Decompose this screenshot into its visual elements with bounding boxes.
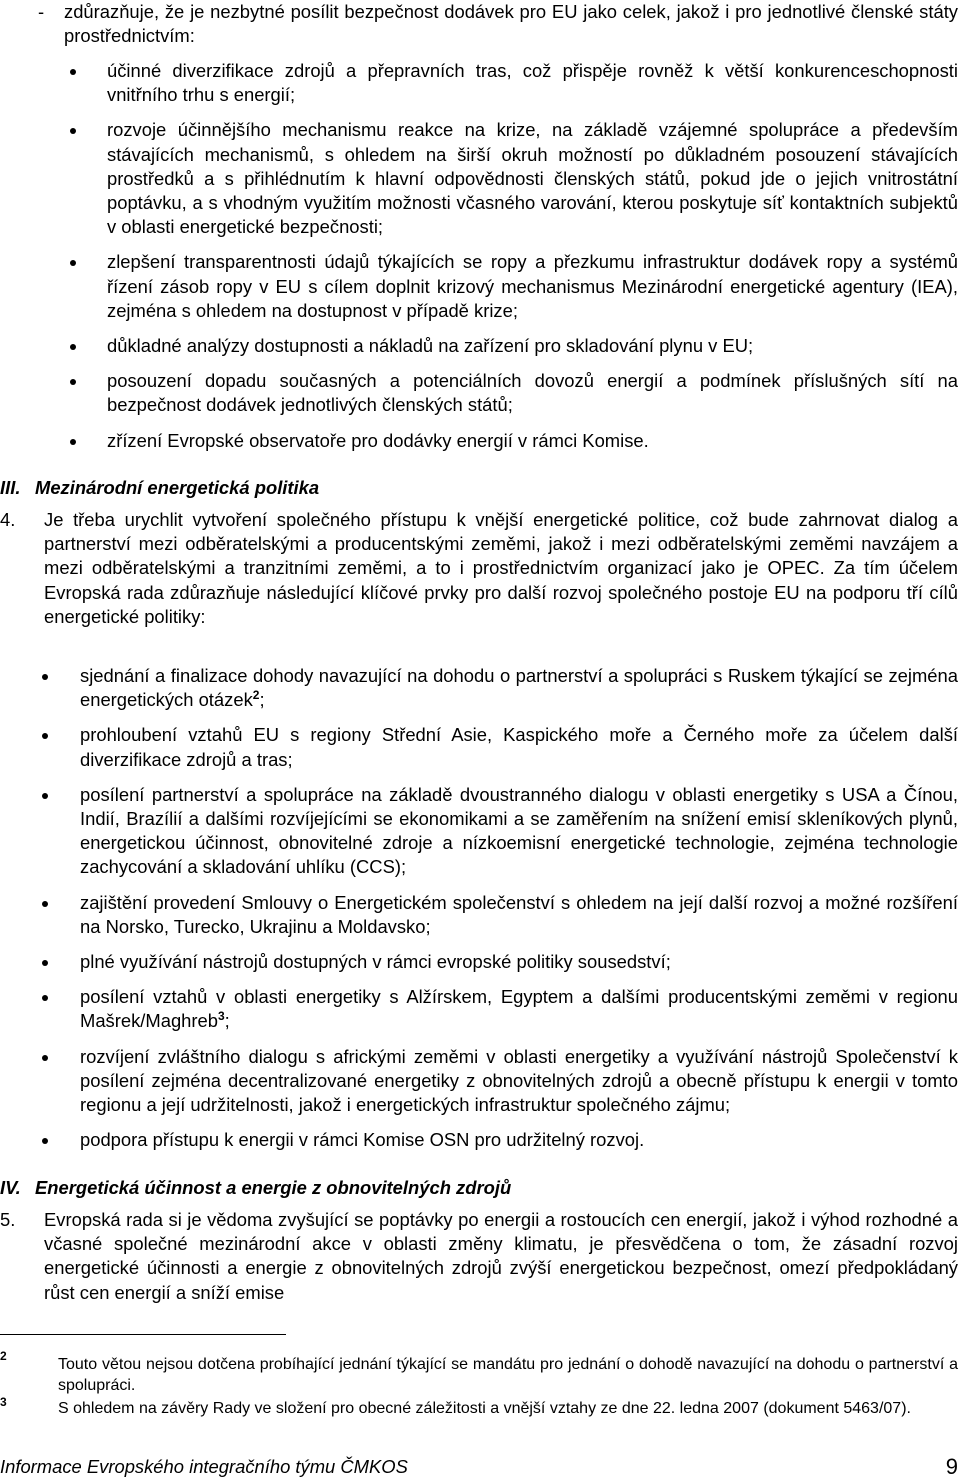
paragraph-number: 5. (0, 1209, 16, 1230)
list-item: důkladné analýzy dostupnosti a nákladů na zařízení pro skladování plynu v EU; (0, 334, 958, 358)
footnote-number: 3 (0, 1395, 7, 1409)
section-number: IV. (0, 1177, 21, 1198)
list-item: plné využívání nástrojů dostupných v rámci evropské politiky sousedství; (0, 950, 958, 974)
footnote-text: S ohledem na závěry Rady ve složení pro obecné záležitosti a vnější vztahy ze dne 22. ledna 2007 (dokument 5463/07). (58, 1400, 911, 1417)
security-measures-list (0, 59, 958, 464)
list-item: posílení vztahů v oblasti energetiky s Alžírskem, Egyptem a dalšími producentskými zeměmi v regionu Mašrek/Maghreb$^3$; (0, 985, 958, 1033)
list-item: zřízení Evropské observatoře pro dodávky energií v rámci Komise. (0, 429, 958, 453)
section-heading-iii (0, 476, 319, 500)
paragraph-4 (0, 508, 958, 629)
list-item: sjednání a finalizace dohody navazující na dohodu o partnerství a spolupráci s Ruskem týkající se zejména energetických otázek$^2$; (0, 664, 958, 712)
footnote-2 (0, 1349, 958, 1396)
external-policy-list (0, 664, 958, 1163)
list-item: rozvoje účinnějšího mechanismu reakce na krize, na základě vzájemné spolupráce a především stávajících mechanismů, s ohledem na širší okruh možností po důkladném posouzení stávajících prostředků a s přihlédnutím k hlavní odpovědnosti členských států, pokud jde o jejich vnitrostátní poptávku, a s vhodným využitím možnosti včasného varování, kterou poskytuje síť kontaktních subjektů v oblasti energetické bezpečnosti; (0, 118, 958, 239)
section-heading-iv (0, 1176, 511, 1200)
dash-marker: - (38, 1, 45, 22)
page-number: 9 (945, 1454, 958, 1479)
paragraph-5 (0, 1208, 958, 1305)
list-item: účinné diverzifikace zdrojů a přepravních tras, což přispěje rovněž k větší konkurenceschopnosti vnitřního trhu s energií; (0, 59, 958, 107)
section-title: Mezinárodní energetická politika (35, 477, 320, 498)
footnote-text: Touto větou nejsou dotčena probíhající jednání týkající se mandátu pro jednání o dohodě navazující na dohodu o partnerství a spolupráci. (58, 1356, 958, 1394)
footnote-separator (0, 1334, 286, 1335)
list-item: rozvíjení zvláštního dialogu s africkými zeměmi v oblasti energetiky a využívání nástrojů Společenství k posílení zejména decentralizované energetiky z obnovitelných zdrojů a obecně přístupu k energii v tomto regionu a její udržitelnosti, jakož i energetických infrastruktur společného zájmu; (0, 1045, 958, 1118)
list-item: zlepšení transparentnosti údajů týkajících se ropy a přezkumu infrastruktur dodávek ropy a systémů řízení zásob ropy v EU s cílem doplnit krizový mechanismus Mezinárodní energetické agentury (IEA), zejména s ohledem na dostupnost v případě krize; (0, 250, 958, 323)
footnote-number: 2 (0, 1349, 7, 1363)
section-title: Energetická účinnost a energie z obnovitelných zdrojů (35, 1177, 512, 1198)
list-item: podpora přístupu k energii v rámci Komise OSN pro udržitelný rozvoj. (0, 1128, 958, 1152)
intro-item (0, 0, 958, 48)
list-item: zajištění provedení Smlouvy o Energetickém společenství s ohledem na její další rozvoj a možné rozšíření na Norsko, Turecko, Ukrajinu a Moldavsko; (0, 891, 958, 939)
footer-text: Informace Evropského integračního týmu ČMKOS (0, 1456, 408, 1477)
footnote-ref-2[interactable]: 2 (252, 688, 260, 703)
list-item: posílení partnerství a spolupráce na základě dvoustranného dialogu v oblasti energetiky s USA a Čínou, Indií, Brazílií a dalšími rozvíjejícími se ekonomikami a se zaměřením na snížení emisí skleníkových plynů, energetickou účinnost, obnovitelné zdroje a nízkoemisní energetické technologie, zejména technologie zachycování a skladování uhlíku (CCS); (0, 783, 958, 880)
list-item: prohloubení vztahů EU s regiony Střední Asie, Kaspického moře a Černého moře za účelem další diverzifikace zdrojů a tras; (0, 723, 958, 771)
section-number: III. (0, 477, 21, 498)
footnote-3 (0, 1395, 958, 1419)
paragraph-text: Je třeba urychlit vytvoření společného přístupu k vnější energetické politice, což bude zahrnovat dialog a partnerství mezi odběratelskými a producentskými zeměmi, jakož i mezi odběratelskými zeměmi navzájem a mezi odběratelskými a tranzitními zeměmi, a to i prostřednictvím organizací jako je OPEC. Za tím účelem Evropská rada zdůrazňuje následující klíčové prvky pro další rozvoj společného postoje EU na podporu tří cílů energetické politiky: (44, 509, 958, 627)
paragraph-text: Evropská rada si je vědoma zvyšující se poptávky po energii a rostoucích cen energií, jakož i výhod rozhodné a včasné společné mezinárodní akce v oblasti změny klimatu, je přesvědčena o tom, že zásadní rozvoj energetické účinnosti a energie z obnovitelných zdrojů zvýší energetickou bezpečnost, omezí předpokládaný růst cen energií a sníží emise (44, 1209, 958, 1303)
paragraph-number: 4. (0, 509, 16, 530)
list-item: posouzení dopadu současných a potenciálních dovozů energií a podmínek příslušných sítí na bezpečnost dodávek jednotlivých členských států; (0, 369, 958, 417)
intro-text: zdůrazňuje, že je nezbytné posílit bezpečnost dodávek pro EU jako celek, jakož i pro jednotlivé členské státy prostřednictvím: (64, 1, 958, 47)
footnote-ref-3[interactable]: 3 (217, 1009, 225, 1024)
page-footer (0, 1455, 958, 1479)
